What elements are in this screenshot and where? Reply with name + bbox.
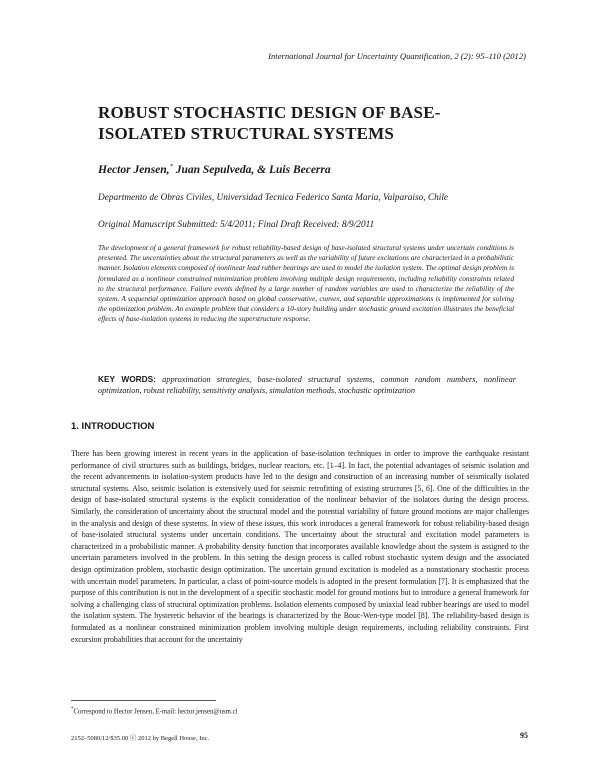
keywords (98, 374, 516, 396)
keywords-list: approximation strategies, base-isolated structural systems, common random numbers, nonlinear optimization, robust reliability, sensitivity analysis, simulation methods, stochastic optimization (98, 375, 517, 395)
abstract: The development of a general framework for robust reliability-based design of base-isolated structural systems under uncertain conditions is presented. The uncertainties about the structural parameters as well as the variability of future excitations are characterized in a probabilistic manner. Isolation elements composed of nonlinear lead rubber bearings are used to model the isolation system. The optimal design problem is formulated as a nonlinear constrained minimization problem involving multiple design requirements, including reliability constraints related to the structural performance. Failure events defined by a large number of random variables are used to characterize the reliability of the system. A sequential optimization approach based on global conservative, convex, and separable approximations is implemented for solving the optimization problem. An example problem that considers a 10-story building under stochastic ground excitation illustrates the beneficial effects of base-isolation systems in reducing the superstructure response. (98, 243, 515, 324)
section-heading: 1. INTRODUCTION (71, 421, 155, 432)
page-number: 95 (520, 731, 528, 740)
footnote-marker: * (169, 163, 173, 170)
footnote-text: Correspond to Hector Jensen, E-mail: hector.jensen@usm.cl (73, 708, 238, 716)
author-name: Juan Sepulveda, & Luis Becerra (172, 163, 331, 176)
author-name: Hector Jensen, (98, 163, 170, 176)
submission-dates: Original Manuscript Submitted: 5/4/2011; Final Draft Received: 8/9/2011 (98, 220, 375, 230)
article-title: ROBUST STOCHASTIC DESIGN OF BASE-ISOLATED STRUCTURAL SYSTEMS (98, 103, 441, 143)
footnote-marker: * (71, 707, 74, 712)
footnote (71, 707, 238, 715)
copyright-line: 2152–5080/12/$35.00 ⓒ 2012 by Begell House, Inc. (71, 735, 210, 742)
affiliation: Departmento de Obras Civiles, Universidad Tecnica Federico Santa Maria, Valparaiso, Chile (98, 193, 449, 203)
keywords-label: KEY WORDS: (98, 374, 156, 384)
body-paragraph: There has been growing interest in recent years in the application of base-isolation techniques in order to improve the earthquake resistant performance of civil structures such as buildings, bridges, nuclear reactors, etc. [1–4]. In fact, the potential advantages of seismic isolation and the recent advancements in isolation-system products have led to the design and construction of an increasing number of seismically isolated structural systems. Also, seismic isolation is extensively used for seismic retrofitting of existing structures [5, 6]. One of the difficulties in the design of base-isolated structural systems is the explicit consideration of the nonlinear behavior of the isolators during the design process. Similarly, the consideration of uncertainty about the structural model and the potential variability of future ground motions are major challenges in the analysis and design of these systems. In view of these issues, this work introduces a general framework for robust reliability-based design of base-isolated structural systems under uncertain conditions. The uncertainty about the structural and excitation model parameters is characterized in a probabilistic manner. A probability density function that incorporates available knowledge about the system is assigned to the uncertain parameters involved in the problem. In this setting the design process is called robust stochastic system design and the associated design optimization problem, stochastic design optimization. The uncertain ground excitation is modeled as a nonstationary stochastic process with uncertain model parameters. In particular, a class of point-source models is adopted in the present formulation [7]. It is emphasized that the purpose of this contribution is not in the development of a specific stochastic model for ground motions but to introduce a general framework for solving a challenging class of structural optimization problems. Isolation elements composed by uniaxial lead rubber bearings are used to model the isolation system. The hysteretic behavior of the bearings is characterized by the Bouc-Wen-type model [8]. The reliability-based design is formulated as a nonlinear constrained minimization problem involving multiple design requirements, including reliability constraints. First excursion probabilities that account for the uncertainty (71, 449, 529, 644)
journal-citation: International Journal for Uncertainty Quantification, 2 (2): 95–110 (2012) (268, 51, 526, 61)
footnote-divider (71, 700, 216, 701)
author-list (98, 163, 331, 176)
